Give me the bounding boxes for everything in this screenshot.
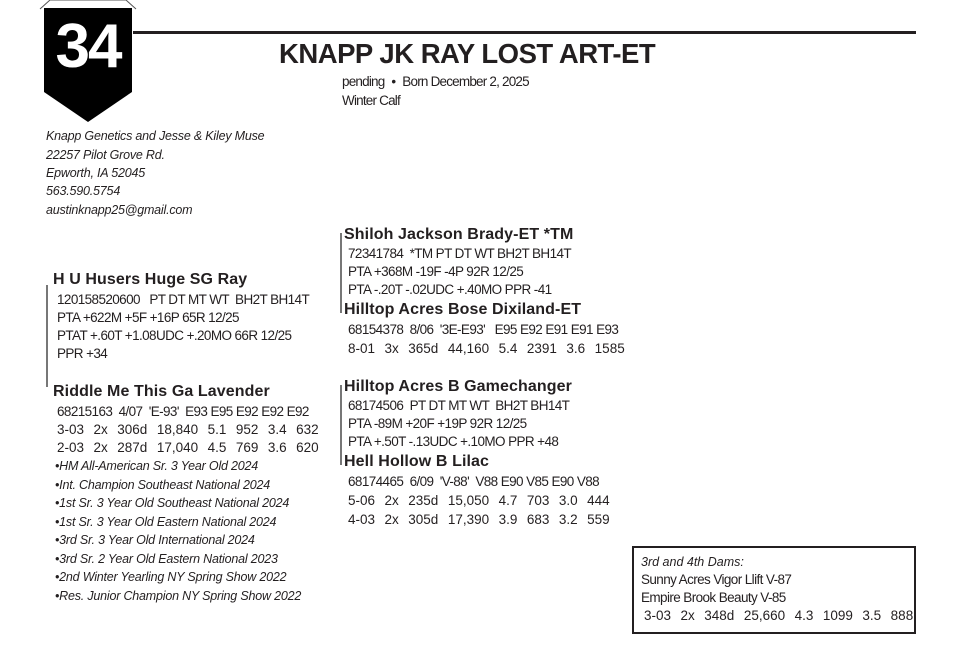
sire-sire-line: PTA -.20T -.02UDC +.40MO PPR -41 [348,282,552,297]
sire-sire-name: Shiloh Jackson Brady-ET *TM [344,226,574,243]
sire-dam-name: Hilltop Acres Bose Dixiland-ET [344,301,582,318]
dam-sire-line: 68174506 PT DT MT WT BH2T BH14T [348,398,570,413]
dam-dam-line: 4-03 2x 305d 17,390 3.9 683 3.2 559 [348,512,610,527]
sire-line: 120158520600 PT DT MT WT BH2T BH14T [57,292,310,307]
sire-sire-line: PTA +368M -19F -4P 92R 12/25 [348,264,524,279]
sire-dam-block [344,301,625,358]
dam-dam-line: 5-06 2x 235d 15,050 4.7 703 3.0 444 [348,493,610,508]
lot-number: 34 [55,12,121,81]
sire-line: PTAT +.60T +1.08UDC +.20MO 66R 12/25 [57,328,292,343]
fourth-dam-record: 3-03 2x 348d 25,660 4.3 1099 3.5 888 [644,608,914,623]
sire-line: PPR +34 [57,346,108,361]
birth-date: Born December 2, 2025 [402,74,529,89]
bullet-separator: • [391,74,396,89]
animal-title: KNAPP JK RAY LOST ART-ET [279,38,656,69]
sire-dam-line: 8-01 3x 365d 44,160 5.4 2391 3.6 1585 [348,341,625,356]
dam-sire-name: Hilltop Acres B Gamechanger [344,378,572,395]
registration-birth-line [342,74,529,89]
sire-sire-block [344,226,573,299]
dam-sire-line: PTA -89M +20F +19P 92R 12/25 [348,416,527,431]
dam-name: Riddle Me This Ga Lavender [53,383,270,400]
further-dams-box [632,546,916,634]
fourth-dam: Empire Brook Beauty V-85 [641,590,786,605]
sire-name: H U Husers Huge SG Ray [53,271,248,288]
pedigree-bracket-dam-sire-side [340,385,342,465]
header-rule [133,31,916,34]
dam-dam-name: Hell Hollow B Lilac [344,453,490,470]
dam-line: 68215163 4/07 'E-93' E93 E95 E92 E92 E92 [57,404,309,419]
dam-award: •1st Sr. 3 Year Old Eastern National 2024 [55,514,277,529]
further-dams-header: 3rd and 4th Dams: [641,555,744,569]
sire-line: PTA +622M +5F +16P 65R 12/25 [57,310,239,325]
dam-award: •1st Sr. 3 Year Old Southeast National 2024 [55,496,290,510]
dam-block [53,383,319,605]
consignor-name: Knapp Genetics and Jesse & Kiley Muse [46,129,265,143]
dam-dam-block [344,453,610,529]
sire-block [53,271,309,363]
consignor-address: 22257 Pilot Grove Rd. [46,148,165,162]
dam-sire-line: PTA +.50T -.13UDC +.10MO PPR +48 [348,434,559,449]
dam-sire-block [344,378,572,451]
dam-line: 2-03 2x 287d 17,040 4.5 769 3.6 620 [57,440,319,455]
consignor-city: Epworth, IA 52045 [46,166,145,180]
registration-status: pending [342,74,385,89]
consignor-email[interactable]: austinknapp25@gmail.com [46,203,193,217]
pedigree-bracket-sire-side [340,233,342,313]
dam-award: •HM All-American Sr. 3 Year Old 2024 [55,459,259,473]
dam-award: •Int. Champion Southeast National 2024 [55,477,270,492]
dam-award: •2nd Winter Yearling NY Spring Show 2022 [55,570,287,584]
show-class: Winter Calf [342,93,400,108]
sire-dam-line: 68154378 8/06 '3E-E93' E95 E92 E91 E91 E93 [348,322,619,337]
third-dam: Sunny Acres Vigor Llift V-87 [641,572,792,587]
dam-dam-line: 68174465 6/09 'V-88' V88 E90 V85 E90 V88 [348,474,600,489]
dam-award: •3rd Sr. 3 Year Old International 2024 [55,533,255,547]
dam-line: 3-03 2x 306d 18,840 5.1 952 3.4 632 [57,422,319,437]
dam-award: •Res. Junior Champion NY Spring Show 2022 [55,588,302,603]
lot-badge [38,0,138,125]
sire-sire-line: 72341784 *TM PT DT WT BH2T BH14T [348,246,572,261]
dam-award: •3rd Sr. 2 Year Old Eastern National 2023 [55,551,278,566]
consignor-phone: 563.590.5754 [46,184,121,198]
pedigree-bracket-dam-side [46,285,48,387]
